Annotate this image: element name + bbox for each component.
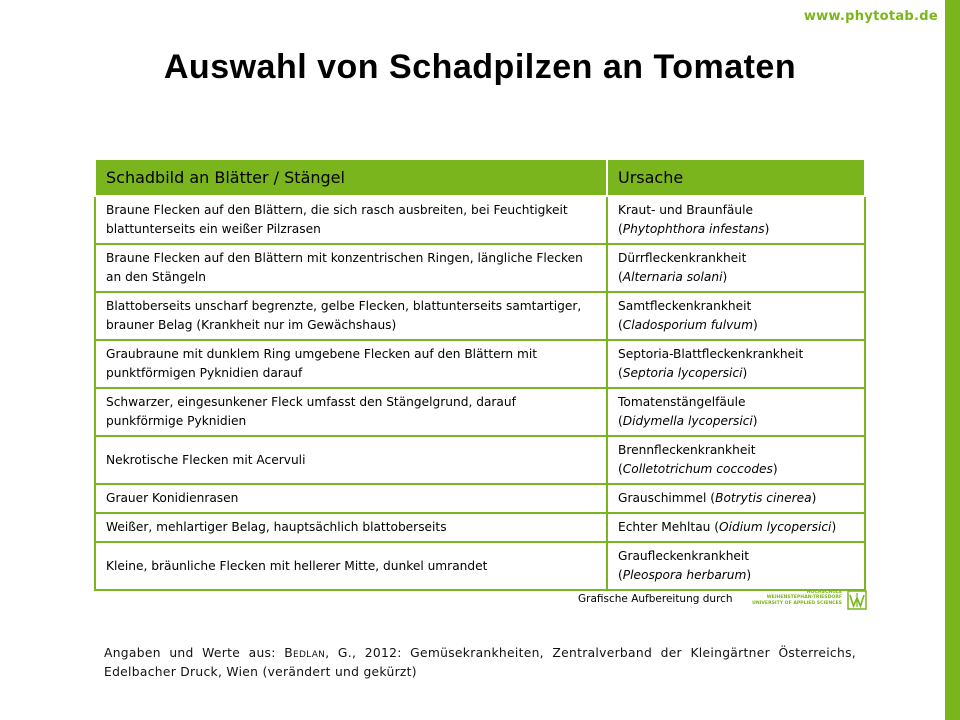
pathogen-name: Colletotrichum coccodes: [622, 462, 773, 476]
pathogen-name: Septoria lycopersici: [622, 366, 743, 380]
column-header-cause: Ursache: [607, 159, 865, 196]
table-row: [95, 484, 865, 513]
cause-name: Samtfleckenkrankheit: [618, 299, 752, 313]
credit-text: Grafische Aufbereitung durch: [578, 593, 733, 605]
symptom-cell: Braune Flecken auf den Blättern mit konzentrischen Ringen, längliche Flecken an den Stängeln: [95, 244, 607, 292]
pathogen-name: Alternaria solani: [622, 270, 723, 284]
pathogen-name: Oidium lycopersici: [719, 520, 832, 534]
source-reference: [104, 644, 856, 682]
symptom-cell: Graubraune mit dunklem Ring umgebene Flecken auf den Blättern mit punktförmigen Pyknidien darauf: [95, 340, 607, 388]
right-accent-bar: [945, 0, 960, 720]
cause-cell: Samtfleckenkrankheit (Cladosporium fulvum): [607, 292, 865, 340]
table-row: [95, 436, 865, 484]
pathogen-name: Phytophthora infestans: [622, 222, 765, 236]
cause-name: Brennfleckenkrankheit: [618, 443, 756, 457]
table-row: [95, 340, 865, 388]
symptom-cell: Weißer, mehlartiger Belag, hauptsächlich blattoberseits: [95, 513, 607, 542]
table-row: [95, 292, 865, 340]
cause-cell: Kraut- und Braunfäule (Phytophthora infestans): [607, 196, 865, 244]
column-header-symptom: Schadbild an Blätter / Stängel: [95, 159, 607, 196]
table-row: [95, 196, 865, 244]
cause-name: Kraut- und Braunfäule: [618, 203, 753, 217]
symptom-cell: Blattoberseits unscharf begrenzte, gelbe Flecken, blattunterseits samtartiger, brauner Belag (Krankheit nur im Gewächshaus): [95, 292, 607, 340]
logo-line: HOCHSCHULE: [806, 590, 842, 595]
pathogen-name: Didymella lycopersici: [622, 414, 753, 428]
symptom-cell: Schwarzer, eingesunkener Fleck umfasst den Stängelgrund, darauf punkförmige Pyknidien: [95, 388, 607, 436]
cause-name: Echter Mehltau: [618, 520, 711, 534]
pathogen-name: Cladosporium fulvum: [622, 318, 753, 332]
cause-cell: Brennfleckenkrankheit (Colletotrichum coccodes): [607, 436, 865, 484]
logo-mark-icon: [847, 590, 867, 610]
site-url[interactable]: www.phytotab.de: [803, 9, 938, 24]
cause-name: Tomatenstängelfäule: [618, 395, 746, 409]
logo-text: [750, 590, 842, 606]
logo-line: WEIHENSTEPHAN-TRIESDORF: [766, 595, 842, 601]
source-prefix: Angaben und Werte aus:: [104, 646, 285, 660]
pathogen-name: Pleospora herbarum: [622, 568, 747, 582]
symptom-cell: Nekrotische Flecken mit Acervuli: [95, 436, 607, 484]
cause-cell: Tomatenstängelfäule (Didymella lycopersici): [607, 388, 865, 436]
symptom-cell: Grauer Konidienrasen: [95, 484, 607, 513]
table-row: [95, 513, 865, 542]
cause-name: Dürrfleckenkrankheit: [618, 251, 747, 265]
table-row: [95, 388, 865, 436]
table-row: [95, 542, 865, 590]
source-details: , G., 2012: Gemüsekrankheiten, Zentralverband der Kleingärtner Österreichs, Edelbacher Druck, Wien (verändert und gekürzt): [104, 646, 857, 679]
university-logo: [750, 590, 868, 612]
symptom-cell: Braune Flecken auf den Blättern, die sich rasch ausbreiten, bei Feuchtigkeit blattunterseits ein weißer Pilzrasen: [95, 196, 607, 244]
cause-name: Septoria-Blattfleckenkrankheit: [618, 347, 804, 361]
cause-cell: Septoria-Blattfleckenkrankheit (Septoria lycopersici): [607, 340, 865, 388]
cause-cell: Grauschimmel (Botrytis cinerea): [607, 484, 865, 513]
symptom-cell: Kleine, bräunliche Flecken mit hellerer Mitte, dunkel umrandet: [95, 542, 607, 590]
logo-line: UNIVERSITY OF APPLIED SCIENCES: [752, 600, 842, 606]
source-author: Bedlan: [284, 646, 326, 660]
page-title: Auswahl von Schadpilzen an Tomaten: [163, 48, 797, 86]
table-row: [95, 244, 865, 292]
cause-name: Graufleckenkrankheit: [618, 549, 750, 563]
pathogen-table: [94, 158, 866, 591]
cause-cell: Echter Mehltau (Oidium lycopersici): [607, 513, 865, 542]
pathogen-name: Botrytis cinerea: [715, 491, 812, 505]
cause-name: Grauschimmel: [618, 491, 707, 505]
cause-cell: Graufleckenkrankheit (Pleospora herbarum): [607, 542, 865, 590]
cause-cell: Dürrfleckenkrankheit (Alternaria solani): [607, 244, 865, 292]
